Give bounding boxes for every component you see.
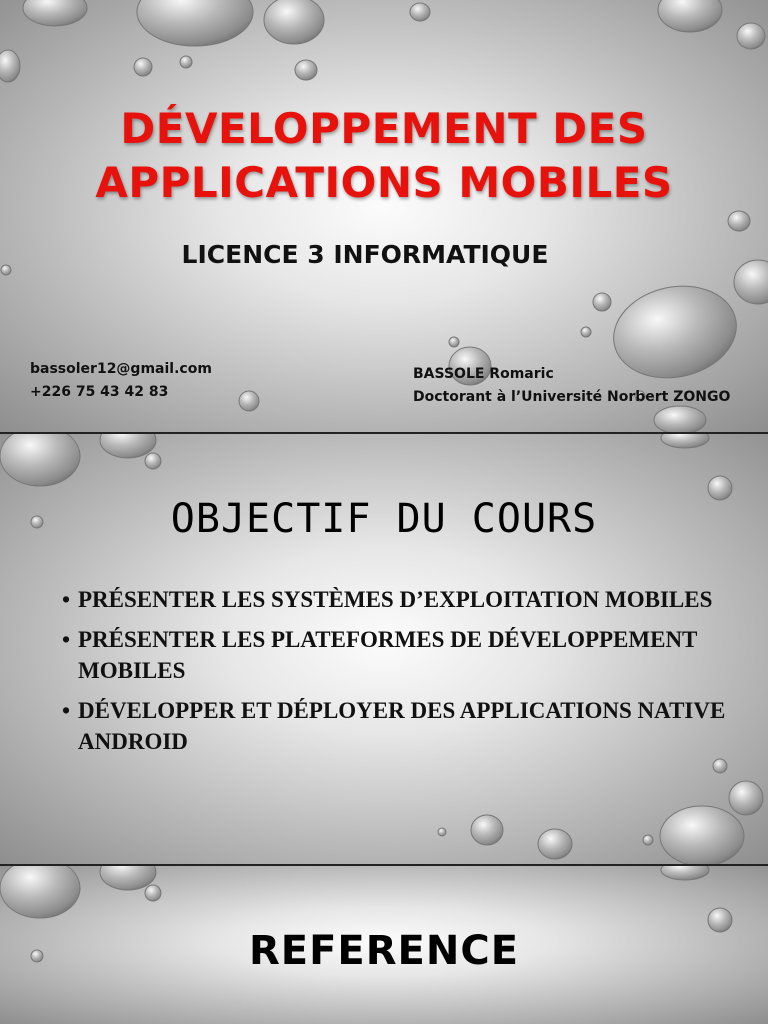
author-name: BASSOLE Romaric: [413, 366, 554, 382]
presentation-title: [0, 102, 768, 210]
author-info: [413, 363, 730, 409]
title-line-2: APPLICATIONS MOBILES: [95, 158, 673, 207]
objectives-list: [62, 584, 742, 766]
list-item: [62, 624, 742, 686]
slide-title: REFERENCE: [248, 928, 520, 974]
reference-slide: [0, 866, 768, 1024]
contact-email: bassoler12@gmail.com: [30, 361, 212, 377]
objective-text: PRÉSENTER LES SYSTÈMES D’EXPLOITATION MOBILES: [78, 587, 713, 612]
presentation-subtitle: LICENCE 3 INFORMATIQUE: [181, 240, 549, 269]
author-role: Doctorant à l’Université Norbert ZONGO: [413, 389, 731, 405]
objective-text: DÉVELOPPER ET DÉPLOYER DES APPLICATIONS NATIVE ANDROID: [78, 698, 726, 754]
bullet-icon: •: [62, 698, 71, 723]
bullet-icon: •: [62, 627, 71, 652]
bullet-icon: •: [62, 587, 71, 612]
contact-info: [30, 358, 212, 404]
slide-title: OBJECTIF DU COURS: [170, 496, 598, 542]
contact-phone: +226 75 43 42 83: [30, 384, 169, 400]
title-line-1: DÉVELOPPEMENT DES: [120, 104, 648, 153]
list-item: [62, 584, 742, 615]
list-item: [62, 695, 742, 757]
title-slide: [0, 0, 768, 432]
objectives-slide: [0, 434, 768, 864]
objective-text: PRÉSENTER LES PLATEFORMES DE DÉVELOPPEMENT MOBILES: [78, 627, 697, 683]
